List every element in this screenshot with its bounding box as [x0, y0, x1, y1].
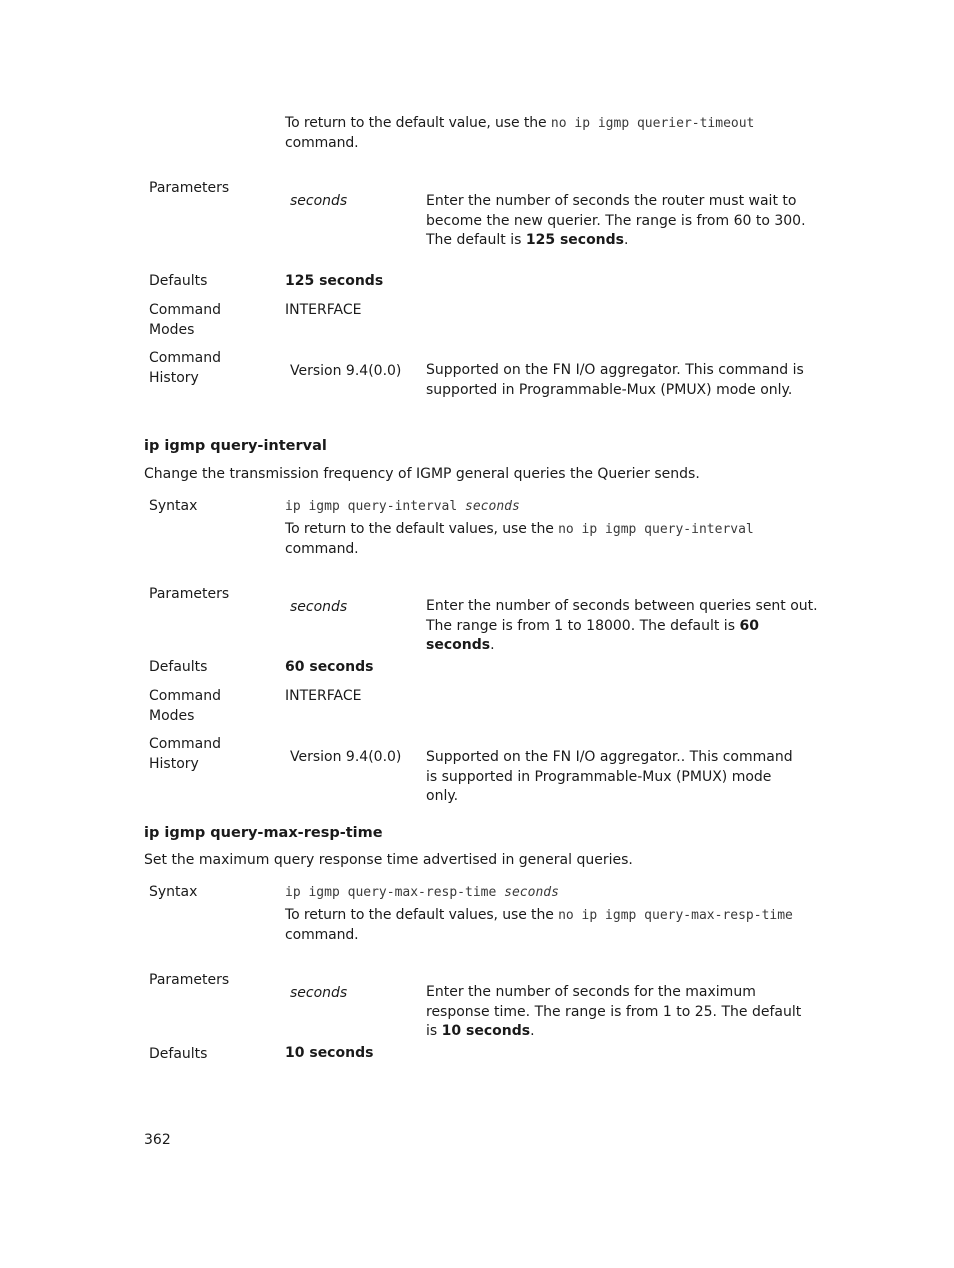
parameter-description: Enter the number of seconds the router must wait to become the new querier. The range is from 60 to 300. The default is 125 seconds.: [426, 193, 806, 248]
return-default-note: To return to the default values, use the no ip igmp query-max-resp-time command.: [285, 907, 793, 943]
history-description: Supported on the FN I/O aggregator.. This command is supported in Programmable-Mux (PMUX) mode only.: [426, 749, 793, 804]
parameters-label: Parameters: [149, 586, 230, 602]
return-default-note: To return to the default value, use the no ip igmp querier-timeout command.: [285, 115, 755, 151]
command-modes-value: INTERFACE: [285, 302, 362, 318]
syntax-command: ip igmp query-max-resp-time seconds: [285, 885, 559, 900]
defaults-label: Defaults: [149, 273, 208, 289]
command-history-label: Command History: [149, 736, 221, 772]
parameters-label: Parameters: [149, 972, 230, 988]
command-modes-value: INTERFACE: [285, 688, 362, 704]
page-number: 362: [144, 1132, 171, 1148]
defaults-value: 125 seconds: [285, 273, 384, 289]
section-title: ip igmp query-interval: [144, 438, 327, 454]
parameter-name: seconds: [290, 193, 348, 209]
syntax-label: Syntax: [149, 884, 198, 900]
syntax-label: Syntax: [149, 498, 198, 514]
command-modes-label: Command Modes: [149, 688, 221, 724]
defaults-value: 60 seconds: [285, 659, 374, 675]
parameter-description: Enter the number of seconds between queries sent out. The range is from 1 to 18000. The default is 60 seconds.: [426, 598, 818, 653]
return-default-note: To return to the default values, use the no ip igmp query-interval command.: [285, 521, 754, 557]
section-intro: Change the transmission frequency of IGMP general queries the Querier sends.: [144, 466, 700, 482]
history-version: Version 9.4(0.0): [290, 363, 402, 379]
history-description: Supported on the FN I/O aggregator. This command is supported in Programmable-Mux (PMUX) mode only.: [426, 362, 804, 398]
command-text: no ip igmp query-interval: [558, 522, 754, 537]
defaults-label: Defaults: [149, 659, 208, 675]
syntax-command: ip igmp query-interval seconds: [285, 499, 520, 514]
parameter-name: seconds: [290, 599, 348, 615]
parameters-label: Parameters: [149, 180, 230, 196]
section-intro: Set the maximum query response time advertised in general queries.: [144, 852, 633, 868]
parameter-description: Enter the number of seconds for the maximum response time. The range is from 1 to 25. The default is 10 seconds.: [426, 984, 802, 1039]
parameter-name: seconds: [290, 985, 348, 1001]
defaults-value: 10 seconds: [285, 1045, 374, 1061]
section-title: ip igmp query-max-resp-time: [144, 825, 383, 841]
command-text: no ip igmp query-max-resp-time: [558, 908, 793, 923]
command-modes-label: Command Modes: [149, 302, 221, 338]
command-text: no ip igmp querier-timeout: [550, 116, 755, 131]
history-version: Version 9.4(0.0): [290, 749, 402, 765]
command-history-label: Command History: [149, 350, 221, 386]
defaults-label: Defaults: [149, 1046, 208, 1062]
